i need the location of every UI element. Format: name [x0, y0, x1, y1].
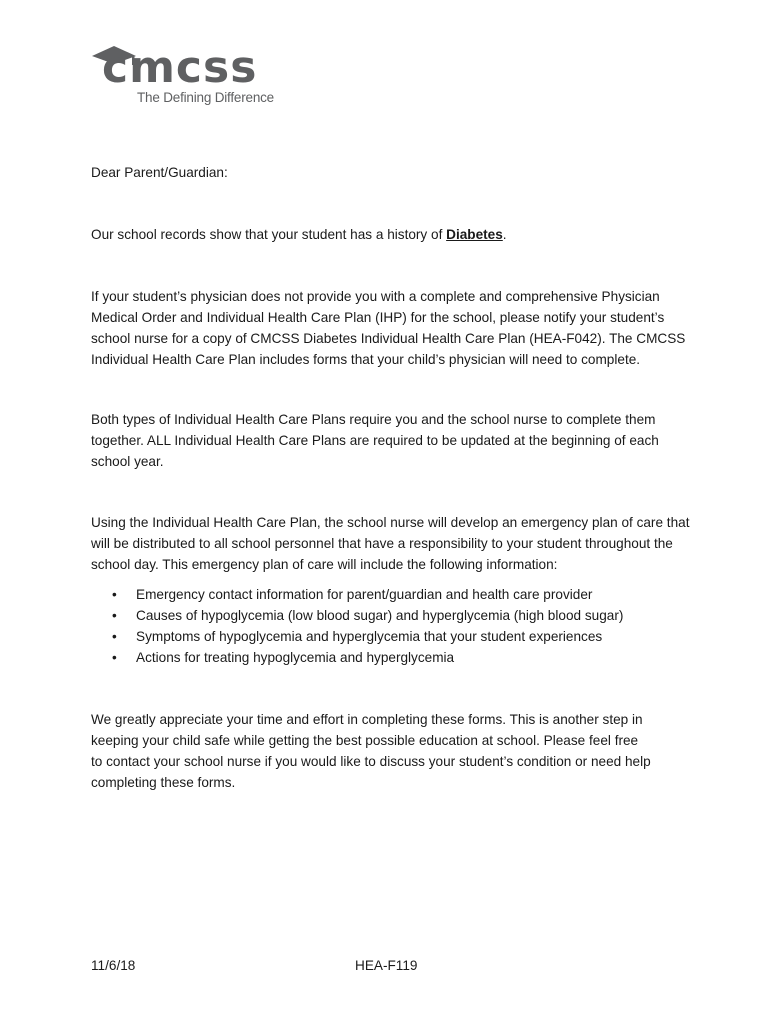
paragraph-records — [91, 224, 691, 245]
bullet-icon: • — [112, 587, 117, 602]
list-item — [112, 626, 623, 647]
cmcss-logo — [88, 42, 278, 108]
list-item-text: Causes of hypoglycemia (low blood sugar) and hyperglycemia (high blood sugar) — [136, 608, 624, 623]
list-item-text: Emergency contact information for parent/guardian and health care provider — [136, 587, 593, 602]
list-item — [112, 605, 623, 626]
paragraph-plans: Both types of Individual Health Care Plans require you and the school nurse to complete them together. ALL Individual Health Care Plans are required to be updated at the beginning of each school year. — [91, 412, 659, 469]
paragraph-physician: If your student’s physician does not provide you with a complete and comprehensive Physician Medical Order and Individual Health Care Plan (IHP) for the school, please notify your student’s school nurse for a copy of CMCSS Diabetes Individual Health Care Plan (HEA-F042). The CMCSS Individual Health Care Plan includes forms that your child’s physician will need to complete. — [91, 289, 686, 367]
logo-tagline: The Defining Difference — [137, 90, 274, 105]
salutation: Dear Parent/Guardian: — [91, 165, 228, 180]
information-list — [112, 584, 623, 668]
footer-date: 11/6/18 — [91, 958, 136, 973]
condition-name: Diabetes — [446, 227, 503, 242]
list-item — [112, 647, 623, 668]
paragraph-closing: We greatly appreciate your time and effort in completing these forms. This is another step in keeping your child safe while getting the best possible education at school. Please feel free to contact your school nurse if you would like to discuss your student’s condition or need help completing these forms. — [91, 712, 651, 790]
bullet-icon: • — [112, 629, 117, 644]
list-item-text: Symptoms of hypoglycemia and hyperglycemia that your student experiences — [136, 629, 603, 644]
bullet-icon: • — [112, 650, 117, 665]
footer-form-code: HEA-F119 — [355, 958, 418, 973]
paragraph-emergency-plan: Using the Individual Health Care Plan, the school nurse will develop an emergency plan of care that will be distributed to all school personnel that have a responsibility to your student throughout the school day. This emergency plan of care will include the following information: — [91, 515, 690, 572]
logo-wordmark: cmcss — [102, 42, 258, 93]
list-item-text: Actions for treating hypoglycemia and hyperglycemia — [136, 650, 455, 665]
bullet-icon: • — [112, 608, 117, 623]
list-item — [112, 584, 623, 605]
records-text: Our school records show that your student has a history of — [91, 227, 447, 242]
records-period: . — [502, 227, 507, 242]
